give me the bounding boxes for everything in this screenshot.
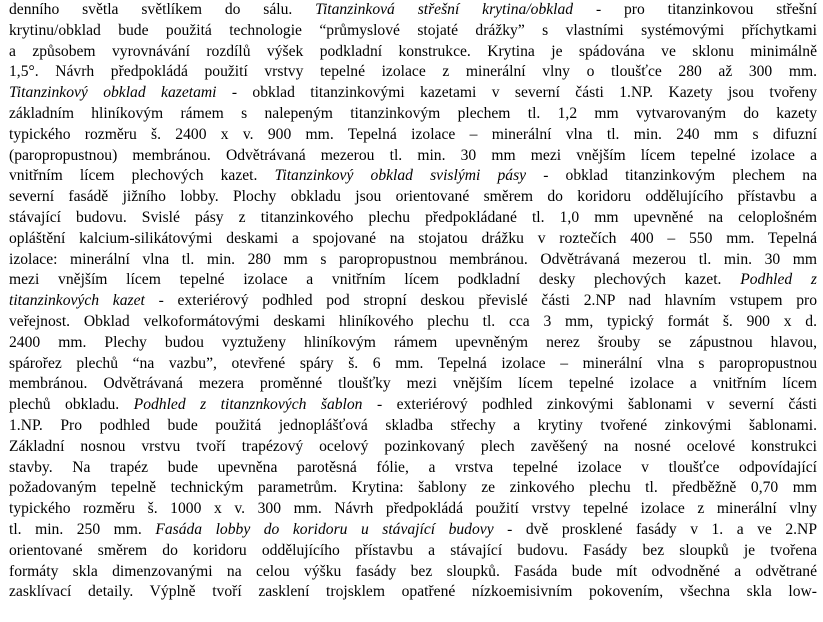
text-run: typického rozměru š. 2400 x v. 900 mm. Tepelná izolace – minerální vlna tl. min. 240 mm s difuzní	[9, 125, 817, 143]
text-run: základním hliníkovým rámem s nalepeným titanzinkovým plechem tl. 1,2 mm vytvarovaným do kazety	[9, 105, 817, 122]
text-run: - exteriérový podhled zinkovými šablonami v severní části	[362, 396, 817, 414]
italic-heading: Titanzinková střešní krytina/obklad	[315, 1, 574, 18]
text-line	[9, 208, 817, 228]
text-line	[9, 125, 817, 145]
text-line	[9, 104, 817, 124]
text-run: veřejnost. Obklad velkoformátovými deskami hliníkového plechu tl. cca 3 mm, typický formát š. 900 x d.	[9, 313, 817, 330]
text-run: zasklívací detaily. Výplně tvoří zasklení trojsklem opatřené nízkoemisivním pokovením, všechna skla low-	[9, 583, 817, 601]
text-run: požadovaným tepelně technickým parametrům. Krytina: šablony ze zinkového plechu tl. předběžně 0,70 mm	[9, 479, 817, 497]
text-line	[9, 21, 817, 41]
text-line	[9, 229, 817, 249]
text-run: - obklad titanzinkovým plechem na	[526, 167, 817, 185]
text-run: vnitřním lícem plechových kazet.	[9, 167, 275, 185]
text-line	[9, 146, 817, 166]
text-line	[9, 562, 817, 582]
text-line	[9, 582, 817, 602]
text-run: orientované směrem do koridoru oddělujícího přístavbu a stávající budovu. Fasády bez sloupků je tvořena	[9, 541, 817, 559]
text-line	[9, 166, 817, 186]
text-run: izolace: minerální vlna tl. min. 280 mm s paropropustnou membránou. Odvětrávaná mezerou tl. min. 30 mm	[9, 250, 817, 268]
italic-heading: Podhled z titanznkových šablon	[133, 396, 363, 414]
text-run: stavby. Na trapéz bude upevněna parotěsná fólie, a vrstva tepelné izolace v tloušťce odpovídající	[9, 458, 817, 476]
text-run: severní fasádě jižního lobby. Plochy obkladu jsou orientované směrem do koridoru oddělujícího přístavbu a	[9, 188, 817, 206]
text-line	[9, 250, 817, 270]
text-line	[9, 541, 817, 561]
italic-heading: Titanzinkový obklad svislými pásy	[274, 167, 527, 185]
text-run: formáty skla dimenzovanými na celou výšku fasády bez sloupků. Fasáda bude mít odvodněné a odvětrané	[9, 562, 817, 580]
text-run: opláštění kalcium-silikátovými deskami a spojované na stojatou drážku v roztečích 400 – 550 mm. Tepelná	[9, 229, 817, 247]
text-line	[9, 62, 817, 82]
italic-heading: Fasáda lobby do koridoru u stávající budovy	[155, 521, 494, 538]
text-line	[9, 42, 817, 62]
text-run: mezi vnějším lícem tepelné izolace a vnitřním lícem podkladní desky plechových kazet.	[9, 271, 741, 289]
text-run: typického rozměru š. 1000 x v. 300 mm. Návrh předpokládá použití vrstvy tepelné izolace z minerální vlny	[9, 500, 817, 518]
text-line	[9, 458, 817, 478]
italic-heading: titanzinkových kazet	[9, 292, 145, 310]
text-line	[9, 312, 817, 332]
italic-heading: Titanzinkový obklad kazetami	[9, 84, 217, 102]
text-line	[9, 354, 817, 374]
text-run: Základní nosnou vrstvu tvoří trapézový ocelový pozinkovaný plech zavěšený na nosné ocelové konstrukci	[9, 437, 817, 455]
text-run: 2400 mm. Plechy budou vyztuženy hliníkovým rámem upevněným nerez šrouby se zápustnou hlavou,	[9, 333, 817, 351]
text-run: - dvě prosklené fasády v 1. a ve 2.NP	[493, 521, 817, 538]
text-line	[9, 395, 817, 415]
text-line	[9, 0, 817, 20]
text-run: a způsobem vyrovnávání rozdílů výšek podkladní konstrukce. Krytina je spádována ve sklonu minimálně	[9, 42, 817, 60]
text-run: spárořez plechů “na vazbu”, otevřené spáry š. 6 mm. Tepelná izolace – minerální vlna s paropropustnou	[9, 354, 817, 372]
text-line	[9, 374, 817, 394]
text-run: 1,5°. Návrh předpokládá použití vrstvy tepelné izolace z minerální vlny o tloušťce 280 až 300 mm.	[9, 63, 817, 81]
text-line	[9, 187, 817, 207]
text-line	[9, 478, 817, 498]
text-run: tl. min. 250 mm.	[9, 521, 156, 538]
text-run: membránou. Odvětrávaná mezera proměnné tloušťky mezi vnějším lícem tepelné izolace a vnitřním lícem	[9, 375, 817, 393]
text-line	[9, 83, 817, 103]
text-run: 1.NP. Pro podhled bude použitá jednoplášťová skladba střechy a krytiny tvořené zinkovými šablonami.	[9, 417, 817, 434]
text-line	[9, 437, 817, 457]
text-run: krytinu/obklad bude použitá technologie “průmyslové stojaté drážky” s vlastními systémovými příchytkami	[9, 21, 817, 39]
text-run: denního světla světlíkem do sálu.	[9, 1, 316, 18]
text-line	[9, 499, 817, 519]
text-run: stávající budovu. Svislé pásy z titanzinkového plechu předpokládané tl. 1,0 mm upevněné na celoplošném	[9, 209, 817, 226]
text-line	[9, 291, 817, 311]
text-run: - exteriérový podhled pod stropní deskou převislé části 2.NP nad hlavním vstupem pro	[144, 292, 817, 310]
text-line	[9, 520, 817, 540]
text-run: (paropropustnou) membránou. Odvětrávaná mezerou tl. min. 30 mm mezi vnějším lícem tepelné izolace a	[9, 146, 817, 164]
text-line	[9, 333, 817, 353]
text-line	[9, 270, 817, 290]
text-run: - pro titanzinkovou střešní	[573, 1, 817, 18]
text-line	[9, 416, 817, 436]
italic-heading: Podhled z	[740, 271, 817, 289]
text-run: - obklad titanzinkovými kazetami v severní části 1.NP. Kazety jsou tvořeny	[216, 84, 817, 102]
text-run: plechů obkladu.	[9, 396, 134, 414]
